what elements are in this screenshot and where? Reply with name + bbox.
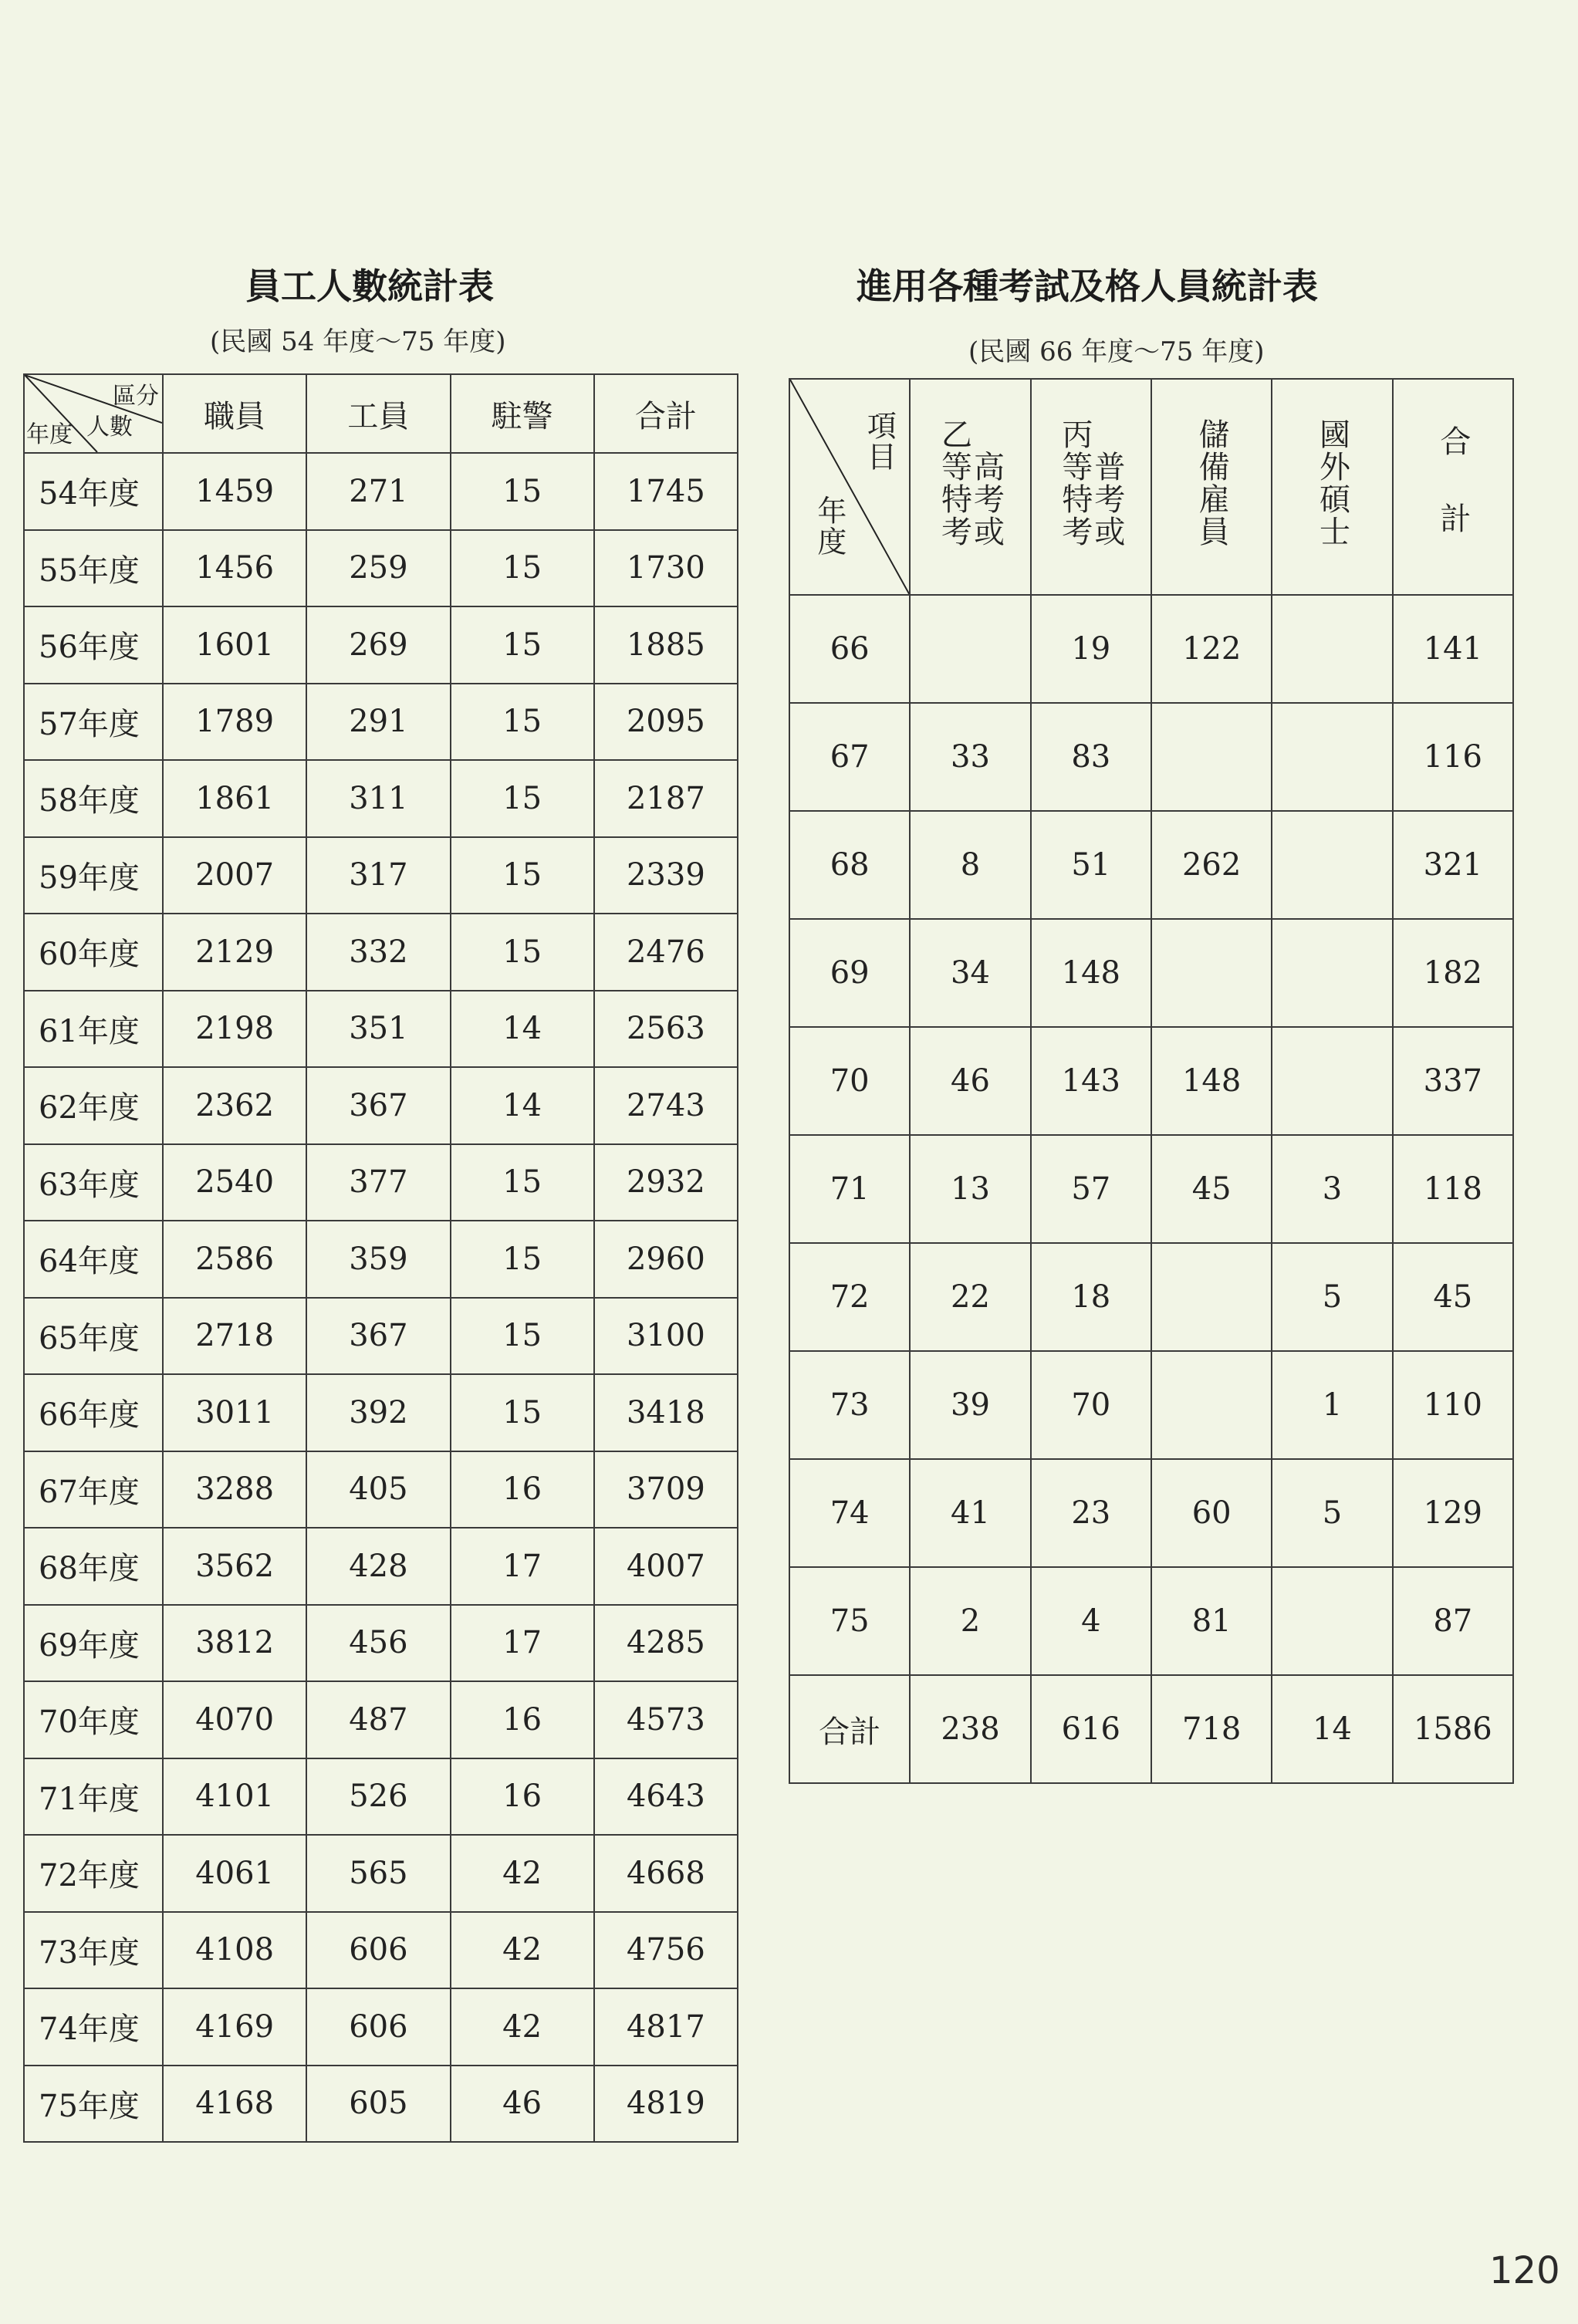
grade-c-exam-cell: 83	[1031, 703, 1151, 811]
workers-cell: 291	[306, 684, 450, 761]
guards-cell: 15	[451, 684, 594, 761]
staff-cell: 2362	[163, 1067, 306, 1144]
workers-cell: 456	[306, 1605, 450, 1682]
staff-cell: 4168	[163, 2066, 306, 2143]
reserve-clerk-cell: 122	[1151, 595, 1272, 703]
total-cell: 4817	[594, 1988, 738, 2066]
year-cell: 66	[789, 595, 910, 703]
corner-label-count: 人數	[86, 414, 133, 441]
guards-cell: 15	[451, 914, 594, 991]
workers-cell: 487	[306, 1681, 450, 1758]
grade-b-exam-cell: 13	[910, 1135, 1030, 1243]
table-row	[24, 684, 738, 761]
grade-b-exam-cell	[910, 595, 1030, 703]
year-cell: 71年度	[24, 1758, 163, 1836]
guards-cell: 42	[451, 1835, 594, 1912]
table-row	[24, 1988, 738, 2066]
guards-cell: 15	[451, 1144, 594, 1221]
grade-b-exam-cell: 41	[910, 1459, 1030, 1567]
staff-cell: 3011	[163, 1374, 306, 1451]
total-cell: 4007	[594, 1528, 738, 1605]
total-cell: 116	[1393, 703, 1513, 811]
staff-cell: 1456	[163, 530, 306, 607]
total-cell: 141	[1393, 595, 1513, 703]
total-cell: 3709	[594, 1451, 738, 1529]
reserve-clerk-cell: 81	[1151, 1567, 1272, 1675]
total-cell: 4668	[594, 1835, 738, 1912]
total-cell: 4819	[594, 2066, 738, 2143]
grade-c-exam-cell: 4	[1031, 1567, 1151, 1675]
reserve-clerk-cell	[1151, 919, 1272, 1027]
guards-cell: 15	[451, 760, 594, 837]
table-row	[24, 914, 738, 991]
table-row	[24, 530, 738, 607]
foreign-masters-cell: 3	[1272, 1135, 1392, 1243]
year-cell: 75	[789, 1567, 910, 1675]
table-row	[24, 1681, 738, 1758]
total-cell: 4756	[594, 1912, 738, 1989]
staff-cell: 1601	[163, 606, 306, 684]
staff-cell: 2129	[163, 914, 306, 991]
year-cell: 73年度	[24, 1912, 163, 1989]
staff-cell: 4108	[163, 1912, 306, 1989]
year-cell: 59年度	[24, 837, 163, 914]
year-cell: 72	[789, 1243, 910, 1351]
workers-cell: 377	[306, 1144, 450, 1221]
table-row	[789, 1567, 1513, 1675]
foreign-masters-cell	[1272, 595, 1392, 703]
grade-b-exam-cell: 39	[910, 1351, 1030, 1459]
total-cell: 1586	[1393, 1675, 1513, 1783]
staff-cell: 3288	[163, 1451, 306, 1529]
guards-cell: 14	[451, 991, 594, 1068]
table-row	[789, 1027, 1513, 1135]
workers-cell: 269	[306, 606, 450, 684]
total-row	[789, 1675, 1513, 1783]
corner-header-cell	[789, 379, 910, 595]
corner-label-year: 年度	[26, 421, 73, 448]
right-table-title: 進用各種考試及格人員統計表	[857, 265, 1318, 307]
table-row	[24, 2066, 738, 2143]
header-row	[789, 379, 1513, 595]
reserve-clerk-cell	[1151, 1351, 1272, 1459]
guards-cell: 15	[451, 1221, 594, 1298]
table-row	[24, 1451, 738, 1529]
total-cell: 3418	[594, 1374, 738, 1451]
workers-cell: 405	[306, 1451, 450, 1529]
grade-b-exam-cell: 46	[910, 1027, 1030, 1135]
total-cell: 110	[1393, 1351, 1513, 1459]
table-row	[789, 919, 1513, 1027]
guards-cell: 16	[451, 1681, 594, 1758]
year-cell: 74	[789, 1459, 910, 1567]
foreign-masters-cell: 14	[1272, 1675, 1392, 1783]
grade-c-exam-cell: 143	[1031, 1027, 1151, 1135]
corner-header-cell	[24, 374, 163, 453]
year-cell: 合計	[789, 1675, 910, 1783]
total-cell: 1745	[594, 453, 738, 530]
year-cell: 75年度	[24, 2066, 163, 2143]
total-cell: 118	[1393, 1135, 1513, 1243]
staff-cell: 2586	[163, 1221, 306, 1298]
total-cell: 4285	[594, 1605, 738, 1682]
grade-c-exam-cell: 57	[1031, 1135, 1151, 1243]
workers-cell: 565	[306, 1835, 450, 1912]
workers-cell: 606	[306, 1988, 450, 2066]
year-cell: 72年度	[24, 1835, 163, 1912]
column-header: 合 計	[1393, 379, 1513, 595]
reserve-clerk-cell: 148	[1151, 1027, 1272, 1135]
table-row	[24, 837, 738, 914]
year-cell: 71	[789, 1135, 910, 1243]
guards-cell: 42	[451, 1988, 594, 2066]
year-cell: 63年度	[24, 1144, 163, 1221]
year-cell: 62年度	[24, 1067, 163, 1144]
year-cell: 67年度	[24, 1451, 163, 1529]
grade-b-exam-cell: 238	[910, 1675, 1030, 1783]
table-row	[24, 1528, 738, 1605]
year-cell: 65年度	[24, 1298, 163, 1375]
column-header: 合計	[594, 374, 738, 453]
table-row	[789, 1351, 1513, 1459]
table-row	[24, 1374, 738, 1451]
table-row	[24, 760, 738, 837]
column-header: 丙等特考普考或	[1031, 379, 1151, 595]
total-cell: 87	[1393, 1567, 1513, 1675]
grade-b-exam-cell: 8	[910, 811, 1030, 919]
grade-c-exam-cell: 18	[1031, 1243, 1151, 1351]
grade-c-exam-cell: 19	[1031, 595, 1151, 703]
table-row	[789, 1135, 1513, 1243]
guards-cell: 46	[451, 2066, 594, 2143]
guards-cell: 15	[451, 837, 594, 914]
header-row	[24, 374, 738, 453]
total-cell: 2476	[594, 914, 738, 991]
foreign-masters-cell: 1	[1272, 1351, 1392, 1459]
guards-cell: 15	[451, 530, 594, 607]
workers-cell: 311	[306, 760, 450, 837]
grade-c-exam-cell: 23	[1031, 1459, 1151, 1567]
staff-cell: 1459	[163, 453, 306, 530]
year-cell: 68	[789, 811, 910, 919]
total-cell: 321	[1393, 811, 1513, 919]
year-cell: 54年度	[24, 453, 163, 530]
guards-cell: 14	[451, 1067, 594, 1144]
foreign-masters-cell	[1272, 811, 1392, 919]
workers-cell: 606	[306, 1912, 450, 1989]
grade-c-exam-cell: 70	[1031, 1351, 1151, 1459]
guards-cell: 15	[451, 606, 594, 684]
table-row	[24, 1605, 738, 1682]
guards-cell: 17	[451, 1528, 594, 1605]
table-row	[24, 1221, 738, 1298]
year-cell: 56年度	[24, 606, 163, 684]
employee-count-table	[23, 373, 738, 2143]
reserve-clerk-cell: 718	[1151, 1675, 1272, 1783]
year-cell: 70年度	[24, 1681, 163, 1758]
column-header: 儲備雇員	[1151, 379, 1272, 595]
year-cell: 68年度	[24, 1528, 163, 1605]
staff-cell: 1861	[163, 760, 306, 837]
foreign-masters-cell	[1272, 1027, 1392, 1135]
guards-cell: 42	[451, 1912, 594, 1989]
foreign-masters-cell: 5	[1272, 1243, 1392, 1351]
total-cell: 4643	[594, 1758, 738, 1836]
total-cell: 2095	[594, 684, 738, 761]
table-row	[24, 1912, 738, 1989]
column-header: 國外碩士	[1272, 379, 1392, 595]
total-cell: 45	[1393, 1243, 1513, 1351]
corner-label-item: 項目	[862, 410, 897, 472]
total-cell: 2960	[594, 1221, 738, 1298]
workers-cell: 259	[306, 530, 450, 607]
grade-b-exam-cell: 22	[910, 1243, 1030, 1351]
column-header: 職員	[163, 374, 306, 453]
staff-cell: 3562	[163, 1528, 306, 1605]
total-cell: 2187	[594, 760, 738, 837]
reserve-clerk-cell	[1151, 1243, 1272, 1351]
workers-cell: 605	[306, 2066, 450, 2143]
reserve-clerk-cell: 45	[1151, 1135, 1272, 1243]
year-cell: 74年度	[24, 1988, 163, 2066]
foreign-masters-cell: 5	[1272, 1459, 1392, 1567]
total-cell: 2932	[594, 1144, 738, 1221]
table-row	[789, 1459, 1513, 1567]
workers-cell: 317	[306, 837, 450, 914]
workers-cell: 271	[306, 453, 450, 530]
year-cell: 64年度	[24, 1221, 163, 1298]
table-row	[789, 1243, 1513, 1351]
reserve-clerk-cell	[1151, 703, 1272, 811]
total-cell: 129	[1393, 1459, 1513, 1567]
year-cell: 70	[789, 1027, 910, 1135]
table-row	[789, 811, 1513, 919]
total-cell: 2743	[594, 1067, 738, 1144]
year-cell: 58年度	[24, 760, 163, 837]
staff-cell: 2540	[163, 1144, 306, 1221]
total-cell: 4573	[594, 1681, 738, 1758]
exam-hires-table	[789, 378, 1514, 1784]
table-row	[24, 991, 738, 1068]
guards-cell: 15	[451, 453, 594, 530]
year-cell: 60年度	[24, 914, 163, 991]
total-cell: 3100	[594, 1298, 738, 1375]
page-number: 120	[1489, 2249, 1560, 2292]
workers-cell: 359	[306, 1221, 450, 1298]
grade-b-exam-cell: 2	[910, 1567, 1030, 1675]
staff-cell: 2198	[163, 991, 306, 1068]
total-cell: 337	[1393, 1027, 1513, 1135]
year-cell: 69	[789, 919, 910, 1027]
grade-b-exam-cell: 33	[910, 703, 1030, 811]
column-header: 工員	[306, 374, 450, 453]
table-row	[24, 1298, 738, 1375]
workers-cell: 351	[306, 991, 450, 1068]
guards-cell: 15	[451, 1298, 594, 1375]
year-cell: 55年度	[24, 530, 163, 607]
year-cell: 66年度	[24, 1374, 163, 1451]
table-row	[24, 606, 738, 684]
foreign-masters-cell	[1272, 1567, 1392, 1675]
table-row	[789, 703, 1513, 811]
table-row	[24, 1835, 738, 1912]
corner-label-year: 年度	[812, 495, 846, 557]
reserve-clerk-cell: 60	[1151, 1459, 1272, 1567]
left-table-subtitle: (民國 54 年度～75 年度)	[210, 326, 506, 357]
table-row	[24, 1067, 738, 1144]
guards-cell: 16	[451, 1451, 594, 1529]
foreign-masters-cell	[1272, 919, 1392, 1027]
year-cell: 61年度	[24, 991, 163, 1068]
staff-cell: 2718	[163, 1298, 306, 1375]
total-cell: 2563	[594, 991, 738, 1068]
workers-cell: 367	[306, 1067, 450, 1144]
year-cell: 73	[789, 1351, 910, 1459]
guards-cell: 15	[451, 1374, 594, 1451]
reserve-clerk-cell: 262	[1151, 811, 1272, 919]
table-row	[24, 1144, 738, 1221]
staff-cell: 2007	[163, 837, 306, 914]
guards-cell: 16	[451, 1758, 594, 1836]
staff-cell: 4169	[163, 1988, 306, 2066]
total-cell: 1730	[594, 530, 738, 607]
foreign-masters-cell	[1272, 703, 1392, 811]
table-row	[24, 453, 738, 530]
staff-cell: 3812	[163, 1605, 306, 1682]
guards-cell: 17	[451, 1605, 594, 1682]
column-header: 駐警	[451, 374, 594, 453]
total-cell: 2339	[594, 837, 738, 914]
grade-b-exam-cell: 34	[910, 919, 1030, 1027]
grade-c-exam-cell: 616	[1031, 1675, 1151, 1783]
right-table-subtitle: (民國 66 年度～75 年度)	[968, 336, 1265, 367]
table-row	[24, 1758, 738, 1836]
grade-c-exam-cell: 51	[1031, 811, 1151, 919]
table-row	[789, 595, 1513, 703]
workers-cell: 392	[306, 1374, 450, 1451]
year-cell: 57年度	[24, 684, 163, 761]
staff-cell: 1789	[163, 684, 306, 761]
total-cell: 182	[1393, 919, 1513, 1027]
year-cell: 69年度	[24, 1605, 163, 1682]
staff-cell: 4101	[163, 1758, 306, 1836]
workers-cell: 367	[306, 1298, 450, 1375]
column-header: 乙等特考高考或	[910, 379, 1030, 595]
grade-c-exam-cell: 148	[1031, 919, 1151, 1027]
left-table-title: 員工人數統計表	[245, 265, 494, 307]
staff-cell: 4061	[163, 1835, 306, 1912]
workers-cell: 526	[306, 1758, 450, 1836]
workers-cell: 332	[306, 914, 450, 991]
workers-cell: 428	[306, 1528, 450, 1605]
year-cell: 67	[789, 703, 910, 811]
corner-label-category: 區分	[113, 383, 159, 410]
total-cell: 1885	[594, 606, 738, 684]
staff-cell: 4070	[163, 1681, 306, 1758]
